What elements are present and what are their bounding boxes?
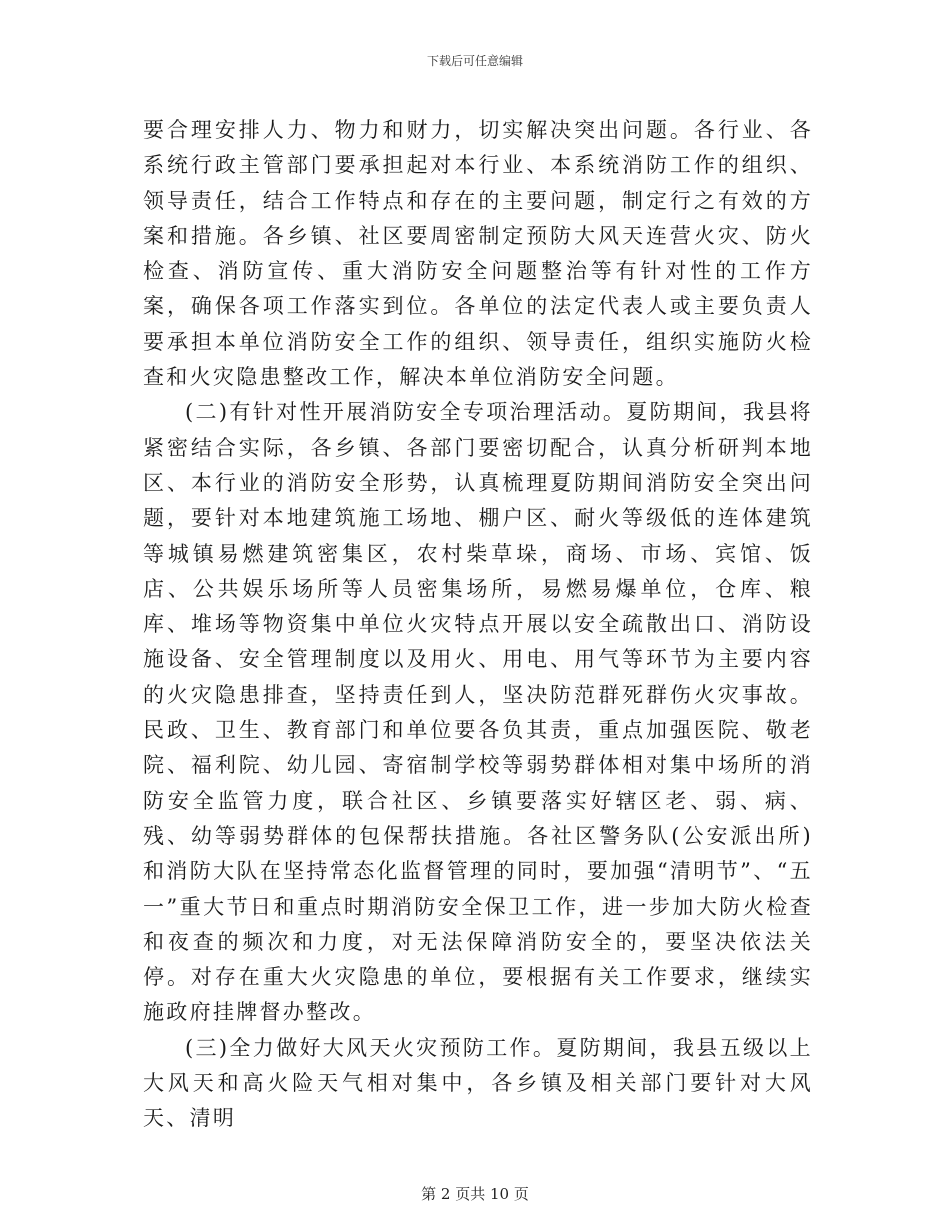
paragraph-3: (三)全力做好大风天火灾预防工作。夏防期间，我县五级以上大风天和高火险天气相对集中，各乡镇及相关部门要针对大风天、清明 xyxy=(143,1035,813,1131)
paragraph-1: 要合理安排人力、物力和财力，切实解决突出问题。各行业、各系统行政主管部门要承担起对本行业、本系统消防工作的组织、领导责任，结合工作特点和存在的主要问题，制定行之有效的方案和措施。各乡镇、社区要周密制定预防大风天连营火灾、防火检查、消防宣传、重大消防安全问题整治等有针对性的工作方案，确保各项工作落实到位。各单位的法定代表人或主要负责人要承担本单位消防安全工作的组织、领导责任，组织实施防火检查和火灾隐患整改工作，解决本单位消防安全问题。 xyxy=(143,118,813,390)
page-header-note: 下载后可任意编辑 xyxy=(426,54,523,68)
page-number: 第 2 页共 10 页 xyxy=(421,1185,529,1203)
document-body xyxy=(143,113,813,1137)
paragraph-2: (二)有针对性开展消防安全专项治理活动。夏防期间，我县将紧密结合实际，各乡镇、各部门要密切配合，认真分析研判本地区、本行业的消防安全形势，认真梳理夏防期间消防安全突出问题，要针对本地建筑施工场地、棚户区、耐火等级低的连体建筑等城镇易燃建筑密集区，农村柴草垛，商场、市场、宾馆、饭店、公共娱乐场所等人员密集场所，易燃易爆单位，仓库、粮库、堆场等物资集中单位火灾特点开展以安全疏散出口、消防设施设备、安全管理制度以及用火、用电、用气等环节为主要内容的火灾隐患排查，坚持责任到人，坚决防范群死群伤火灾事故。民政、卫生、教育部门和单位要各负其责，重点加强医院、敬老院、福利院、幼儿园、寄宿制学校等弱势群体相对集中场所的消防安全监管力度，联合社区、乡镇要落实好辖区老、弱、病、残、幼等弱势群体的包保帮扶措施。各社区警务队(公安派出所)和消防大队在坚持常态化监督管理的同时，要加强“清明节”、“五一”重大节日和重点时期消防安全保卫工作，进一步加大防火检查和夜查的频次和力度，对无法保障消防安全的，要坚决依法关停。对存在重大火灾隐患的单位，要根据有关工作要求，继续实施政府挂牌督办整改。 xyxy=(143,400,813,1025)
